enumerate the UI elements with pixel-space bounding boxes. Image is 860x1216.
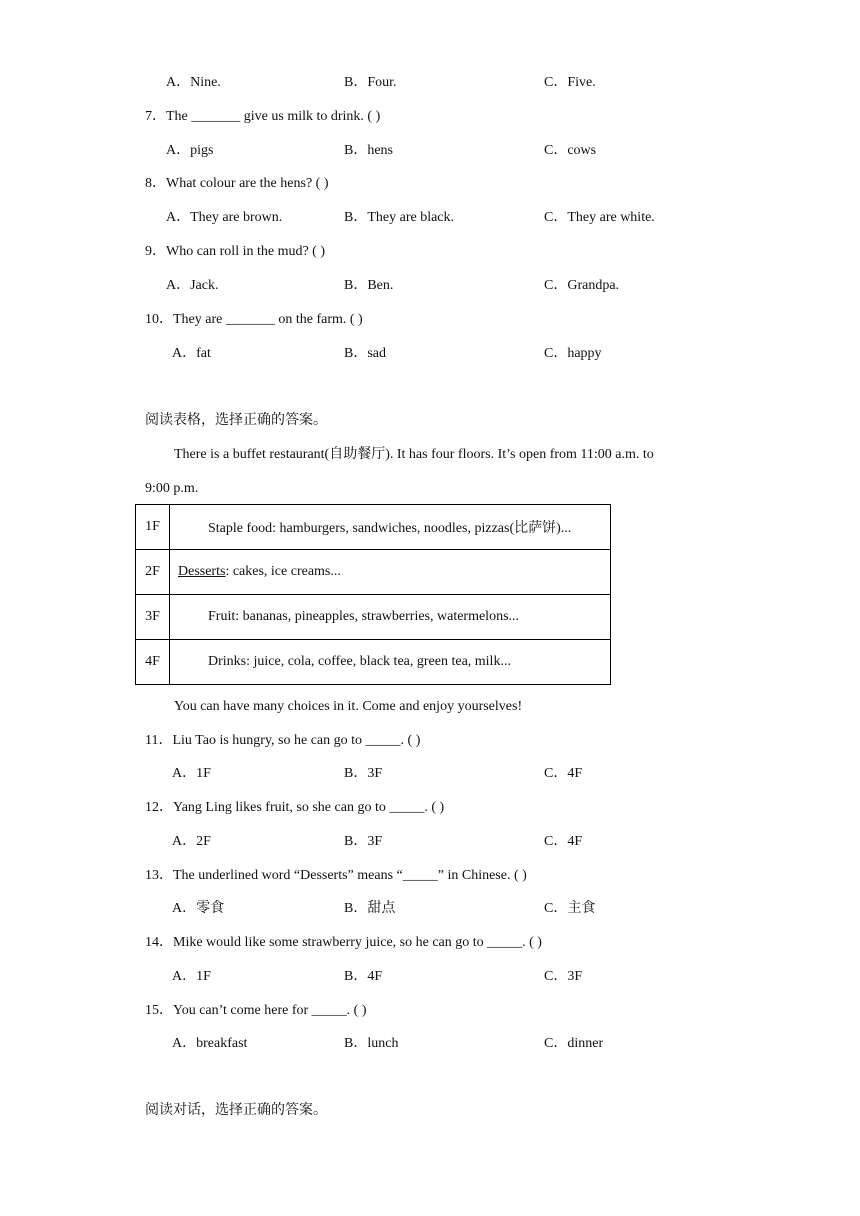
option-b: B．甜点: [344, 901, 396, 916]
option-b: B．They are black.: [344, 210, 455, 225]
content-cell: Fruit: bananas, pineapples, strawberries, watermelons...: [170, 595, 611, 640]
option-a: A．零食: [172, 901, 225, 916]
option-c: C．4F: [544, 834, 583, 849]
option-a: A．1F: [172, 969, 211, 984]
menu-table: [135, 504, 611, 685]
option-b: B．Ben.: [344, 278, 394, 293]
option-b: B．3F: [344, 766, 383, 781]
floor-cell: 2F: [136, 550, 170, 595]
question-14: 14．Mike would like some strawberry juice, so he can go to _____. ( ): [145, 935, 542, 950]
option-b: B．hens: [344, 143, 393, 158]
option-c: C．3F: [544, 969, 583, 984]
option-a: A．breakfast: [172, 1036, 248, 1051]
option-b: B．lunch: [344, 1036, 399, 1051]
content-text: : cakes, ice creams...: [225, 564, 341, 579]
option-b: B．sad: [344, 346, 386, 361]
floor-cell: 3F: [136, 595, 170, 640]
question-8: 8．What colour are the hens? ( ): [145, 176, 329, 191]
option-c: C．4F: [544, 766, 583, 781]
option-c: C．dinner: [544, 1036, 604, 1051]
passage-line: There is a buffet restaurant(自助餐厅). It has four floors. It’s open from 11:00 a.m. to: [174, 447, 654, 462]
option-c: C．They are white.: [544, 210, 655, 225]
floor-cell: 4F: [136, 640, 170, 685]
question-11: 11．Liu Tao is hungry, so he can go to _____. ( ): [145, 733, 421, 748]
option-c: C．Five.: [544, 75, 596, 90]
question-9: 9．Who can roll in the mud? ( ): [145, 244, 326, 259]
option-a: A．2F: [172, 834, 211, 849]
underlined-word: Desserts: [178, 564, 226, 579]
option-a: A．fat: [172, 346, 211, 361]
option-a: A．1F: [172, 766, 211, 781]
question-13: 13．The underlined word “Desserts” means “_____” in Chinese. ( ): [145, 868, 527, 883]
option-a: A．They are brown.: [166, 210, 283, 225]
option-a: A．Nine.: [166, 75, 221, 90]
option-c: C．主食: [544, 901, 596, 916]
table-row: [136, 640, 611, 685]
option-b: B．Four.: [344, 75, 397, 90]
question-15: 15．You can’t come here for _____. ( ): [145, 1003, 367, 1018]
option-a: A．pigs: [166, 143, 214, 158]
content-cell: [170, 550, 611, 595]
question-7: 7．The _______ give us milk to drink. ( ): [145, 109, 381, 124]
passage-closing: You can have many choices in it. Come and enjoy yourselves!: [174, 699, 523, 714]
content-cell: Drinks: juice, cola, coffee, black tea, green tea, milk...: [170, 640, 611, 685]
question-12: 12．Yang Ling likes fruit, so she can go to _____. ( ): [145, 800, 445, 815]
content-cell: Staple food: hamburgers, sandwiches, noodles, pizzas(比萨饼)...: [170, 505, 611, 550]
option-c: C．happy: [544, 346, 602, 361]
option-b: B．4F: [344, 969, 383, 984]
table-row: [136, 505, 611, 550]
option-c: C．Grandpa.: [544, 278, 620, 293]
option-c: C．cows: [544, 143, 597, 158]
option-b: B．3F: [344, 834, 383, 849]
option-a: A．Jack.: [166, 278, 219, 293]
question-10: 10．They are _______ on the farm. ( ): [145, 312, 363, 327]
passage-line: 9:00 p.m.: [145, 481, 199, 496]
section-instruction: 阅读对话，选择正确的答案。: [145, 1103, 327, 1118]
section-instruction: 阅读表格，选择正确的答案。: [145, 413, 327, 428]
floor-cell: 1F: [136, 505, 170, 550]
table-row: [136, 550, 611, 595]
table-row: [136, 595, 611, 640]
